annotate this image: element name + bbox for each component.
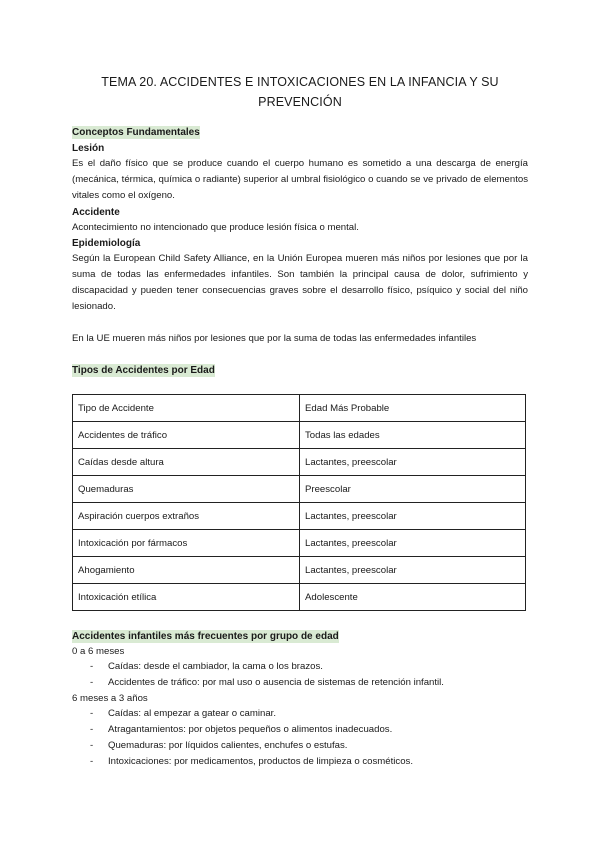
table-cell: Ahogamiento	[73, 557, 300, 584]
table-cell: Preescolar	[300, 476, 526, 503]
table-row	[73, 530, 526, 557]
lesion-text: Es el daño físico que se produce cuando el cuerpo humano es sometido a una descarga de energía (mecánica, térmica, química o radiante) superior al umbral fisiológico o cuando se ve privado de elementos vitales como el oxígeno.	[72, 158, 528, 201]
section-heading-tipos-text: Tipos de Accidentes por Edad	[72, 365, 215, 376]
list-item-text: Quemaduras: por líquidos calientes, enchufes o estufas.	[108, 740, 348, 751]
list-item-text: Caídas: desde el cambiador, la cama o los brazos.	[108, 661, 323, 672]
summary-text: En la UE mueren más niños por lesiones que por la suma de todas las enfermedades infantiles	[72, 333, 477, 344]
table-cell: Lactantes, preescolar	[300, 503, 526, 530]
title-line-1: TEMA 20. ACCIDENTES E INTOXICACIONES EN LA INFANCIA Y SU	[101, 75, 499, 89]
table-header-row	[73, 395, 526, 422]
table-header-cell: Tipo de Accidente	[73, 395, 300, 422]
section-heading-conceptos	[72, 126, 200, 139]
table-cell: Quemaduras	[73, 476, 300, 503]
table-row	[73, 449, 526, 476]
age-group-label: 6 meses a 3 años	[72, 693, 148, 704]
table-cell: Aspiración cuerpos extraños	[73, 503, 300, 530]
list-dash: -	[90, 724, 94, 735]
list-item-text: Atragantamientos: por objetos pequeños o alimentos inadecuados.	[108, 724, 393, 735]
table-cell: Caídas desde altura	[73, 449, 300, 476]
accidente-label: Accidente	[72, 207, 120, 218]
list-item	[90, 723, 392, 737]
list-item-text: Caídas: al empezar a gatear o caminar.	[108, 708, 276, 719]
table-cell: Intoxicación por fármacos	[73, 530, 300, 557]
epidemiologia-label: Epidemiología	[72, 238, 141, 249]
table-row	[73, 422, 526, 449]
epidemiologia-text: Según la European Child Safety Alliance, en la Unión Europea mueren más niños por lesiones que por la suma de todas las enfermedades infantiles. Son también la principal causa de dolor, sufrimiento y discapacidad y pueden tener consecuencias graves sobre el desarrollo físico, psíquico y social del niño lesionado.	[72, 253, 528, 312]
table-cell: Adolescente	[300, 584, 526, 611]
section-heading-tipos	[72, 364, 215, 377]
list-item	[90, 660, 323, 674]
list-item	[90, 739, 347, 753]
table-cell: Accidentes de tráfico	[73, 422, 300, 449]
list-item-text: Intoxicaciones: por medicamentos, productos de limpieza o cosméticos.	[108, 756, 414, 767]
table-row	[73, 557, 526, 584]
title-line-2: PREVENCIÓN	[258, 95, 342, 109]
document-title	[72, 72, 528, 112]
section-heading-frecuentes-text: Accidentes infantiles más frecuentes por grupo de edad	[72, 631, 339, 642]
table-row	[73, 503, 526, 530]
table-cell: Intoxicación etílica	[73, 584, 300, 611]
section-heading-frecuentes	[72, 630, 339, 643]
table-row	[73, 584, 526, 611]
section-heading-conceptos-text: Conceptos Fundamentales	[72, 127, 200, 138]
table-cell: Lactantes, preescolar	[300, 530, 526, 557]
list-dash: -	[90, 677, 94, 688]
list-item-text: Accidentes de tráfico: por mal uso o ausencia de sistemas de retención infantil.	[108, 677, 444, 688]
accidente-text: Acontecimiento no intencionado que produce lesión física o mental.	[72, 222, 359, 233]
list-item	[90, 755, 413, 769]
list-dash: -	[90, 661, 94, 672]
lesion-label: Lesión	[72, 143, 105, 154]
accident-age-table-body	[73, 395, 526, 611]
list-dash: -	[90, 756, 94, 767]
table-header-cell: Edad Más Probable	[300, 395, 526, 422]
list-dash: -	[90, 708, 94, 719]
list-dash: -	[90, 740, 94, 751]
table-row	[73, 476, 526, 503]
age-group-label: 0 a 6 meses	[72, 646, 125, 657]
table-cell: Lactantes, preescolar	[300, 449, 526, 476]
table-cell: Todas las edades	[300, 422, 526, 449]
list-item	[90, 676, 444, 690]
accident-age-table	[72, 394, 526, 611]
table-cell: Lactantes, preescolar	[300, 557, 526, 584]
list-item	[90, 707, 276, 721]
